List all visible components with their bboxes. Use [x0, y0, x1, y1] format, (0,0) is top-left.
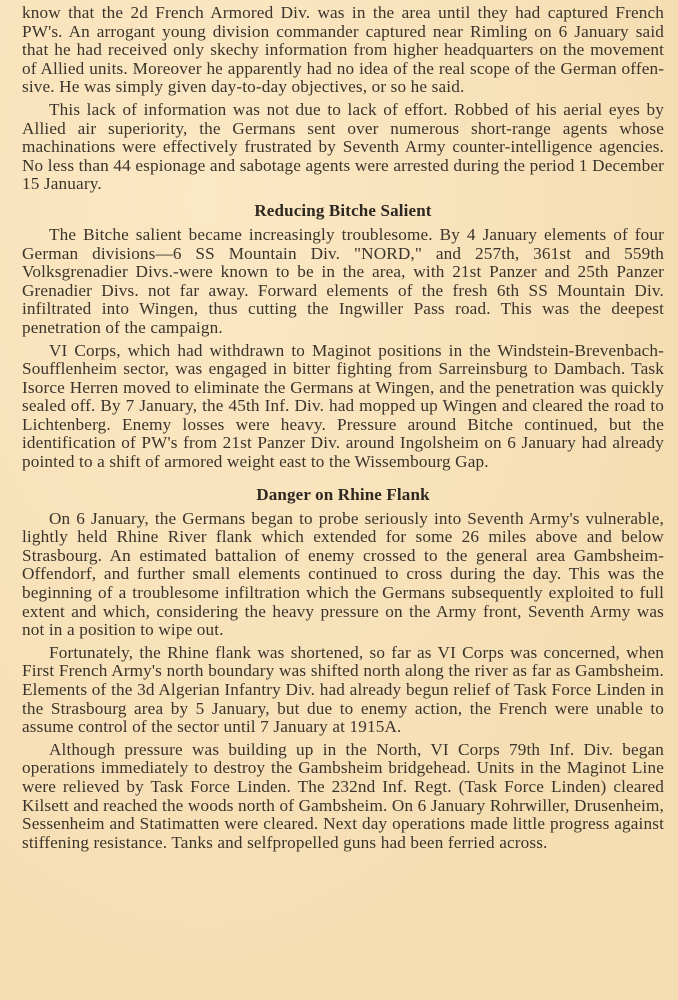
paragraph-rhine-probe: On 6 January, the Germans began to probe seriously into Seventh Army's vulnerable, lightly held Rhine River flank which extended for some 26 miles above and below Strasbourg. An estimated battalion of enemy crossed to the general area Gambsheim-Offendorf, and further small elements continued to cross during the day. This was the beginning of a troublesome infiltration which the Germans subsequently exploited to full extent and which, considering the heavy pressure on the Army front, Seventh Army was not in a position to wipe out. [22, 508, 664, 640]
paragraph-rhine-flank-shortened: Fortunately, the Rhine flank was shortened, so far as VI Corps was concerned, when First French Army's north boundary was shifted north along the river as far as Gambsheim. Elements of the 3d Algerian Infantry Div. had already begun relief of Task Force Linden in the Strasbourg area by 5 January, but due to enemy action, the French were unable to assume control of the sector until 7 January at 1915A. [22, 642, 664, 737]
paragraph-vi-corps: VI Corps, which had withdrawn to Maginot positions in the Windstein-Brevenbach-Soufflenheim sector, was engaged in bitter fighting from Sarreinsburg to Dambach. Task Isorce Herren moved to eliminate the Germans at Wingen, and the penetration was quickly sealed off. By 7 January, the 45th Inf. Div. had mopped up Wingen and cleared the road to Lichtenberg. Enemy losses were heavy. Pressure around Bitche continued, but the identification of PW's from 21st Panzer Div. around Ingolsheim on 6 January had already pointed to a shift of armored weight east to the Wissembourg Gap. [22, 340, 664, 472]
section-heading-reducing-bitche-salient: Reducing Bitche Salient [254, 200, 432, 220]
paragraph-gambsheim-bridgehead: Although pressure was building up in the North, VI Corps 79th Inf. Div. began operations immediately to destroy the Gambsheim bridgehead. Units in the Maginot Line were relieved by Task Force Linden. The 232nd Inf. Regt. (Task Force Linden) cleared Kilsett and reached the woods north of Gambsheim. On 6 January Rohrwiller, Drusenheim, Sessenheim and Statimatten were cleared. Next day operations made little progress against stiffening resistance. Tanks and selfpropelled guns had been ferried across. [22, 739, 664, 852]
section-heading-danger-on-rhine-flank: Danger on Rhine Flank [256, 484, 430, 504]
paragraph-bitche-salient: The Bitche salient became increasingly troublesome. By 4 January elements of four German divisions—6 SS Mountain Div. "NORD," and 257th, 361st and 559th Volksgrenadier Divs.-were known to be in the area, with 21st Panzer and 25th Panzer Grenadier Divs. not far away. Forward elements of the fresh 6th SS Mountain Div. infiltrated into Wingen, thus cutting the Ingwiller Pass road. This was the deepest penetration of the campaign. [22, 224, 664, 337]
paragraph-lack-of-information: This lack of information was not due to lack of effort. Robbed of his aerial eyes by Allied air superiority, the Germans sent over numerous short-range agents whose machinations were effectively frustrated by Seventh Army counter-intelligence agencies. No less than 44 espionage and sabotage agents were arrested during the period 1 December 15 January. [22, 99, 664, 194]
document-page [22, 0, 664, 852]
paragraph-continuation: know that the 2d French Armored Div. was in the area until they had captured French PW's. An arrogant young division commander captured near Rimling on 6 January said that he had received only skechy information from higher headquarters on the movement of Allied units. Moreover he apparently had no idea of the real scope of the German offensive. He was simply given day-to-day objectives, or so he said. [22, 3, 664, 97]
